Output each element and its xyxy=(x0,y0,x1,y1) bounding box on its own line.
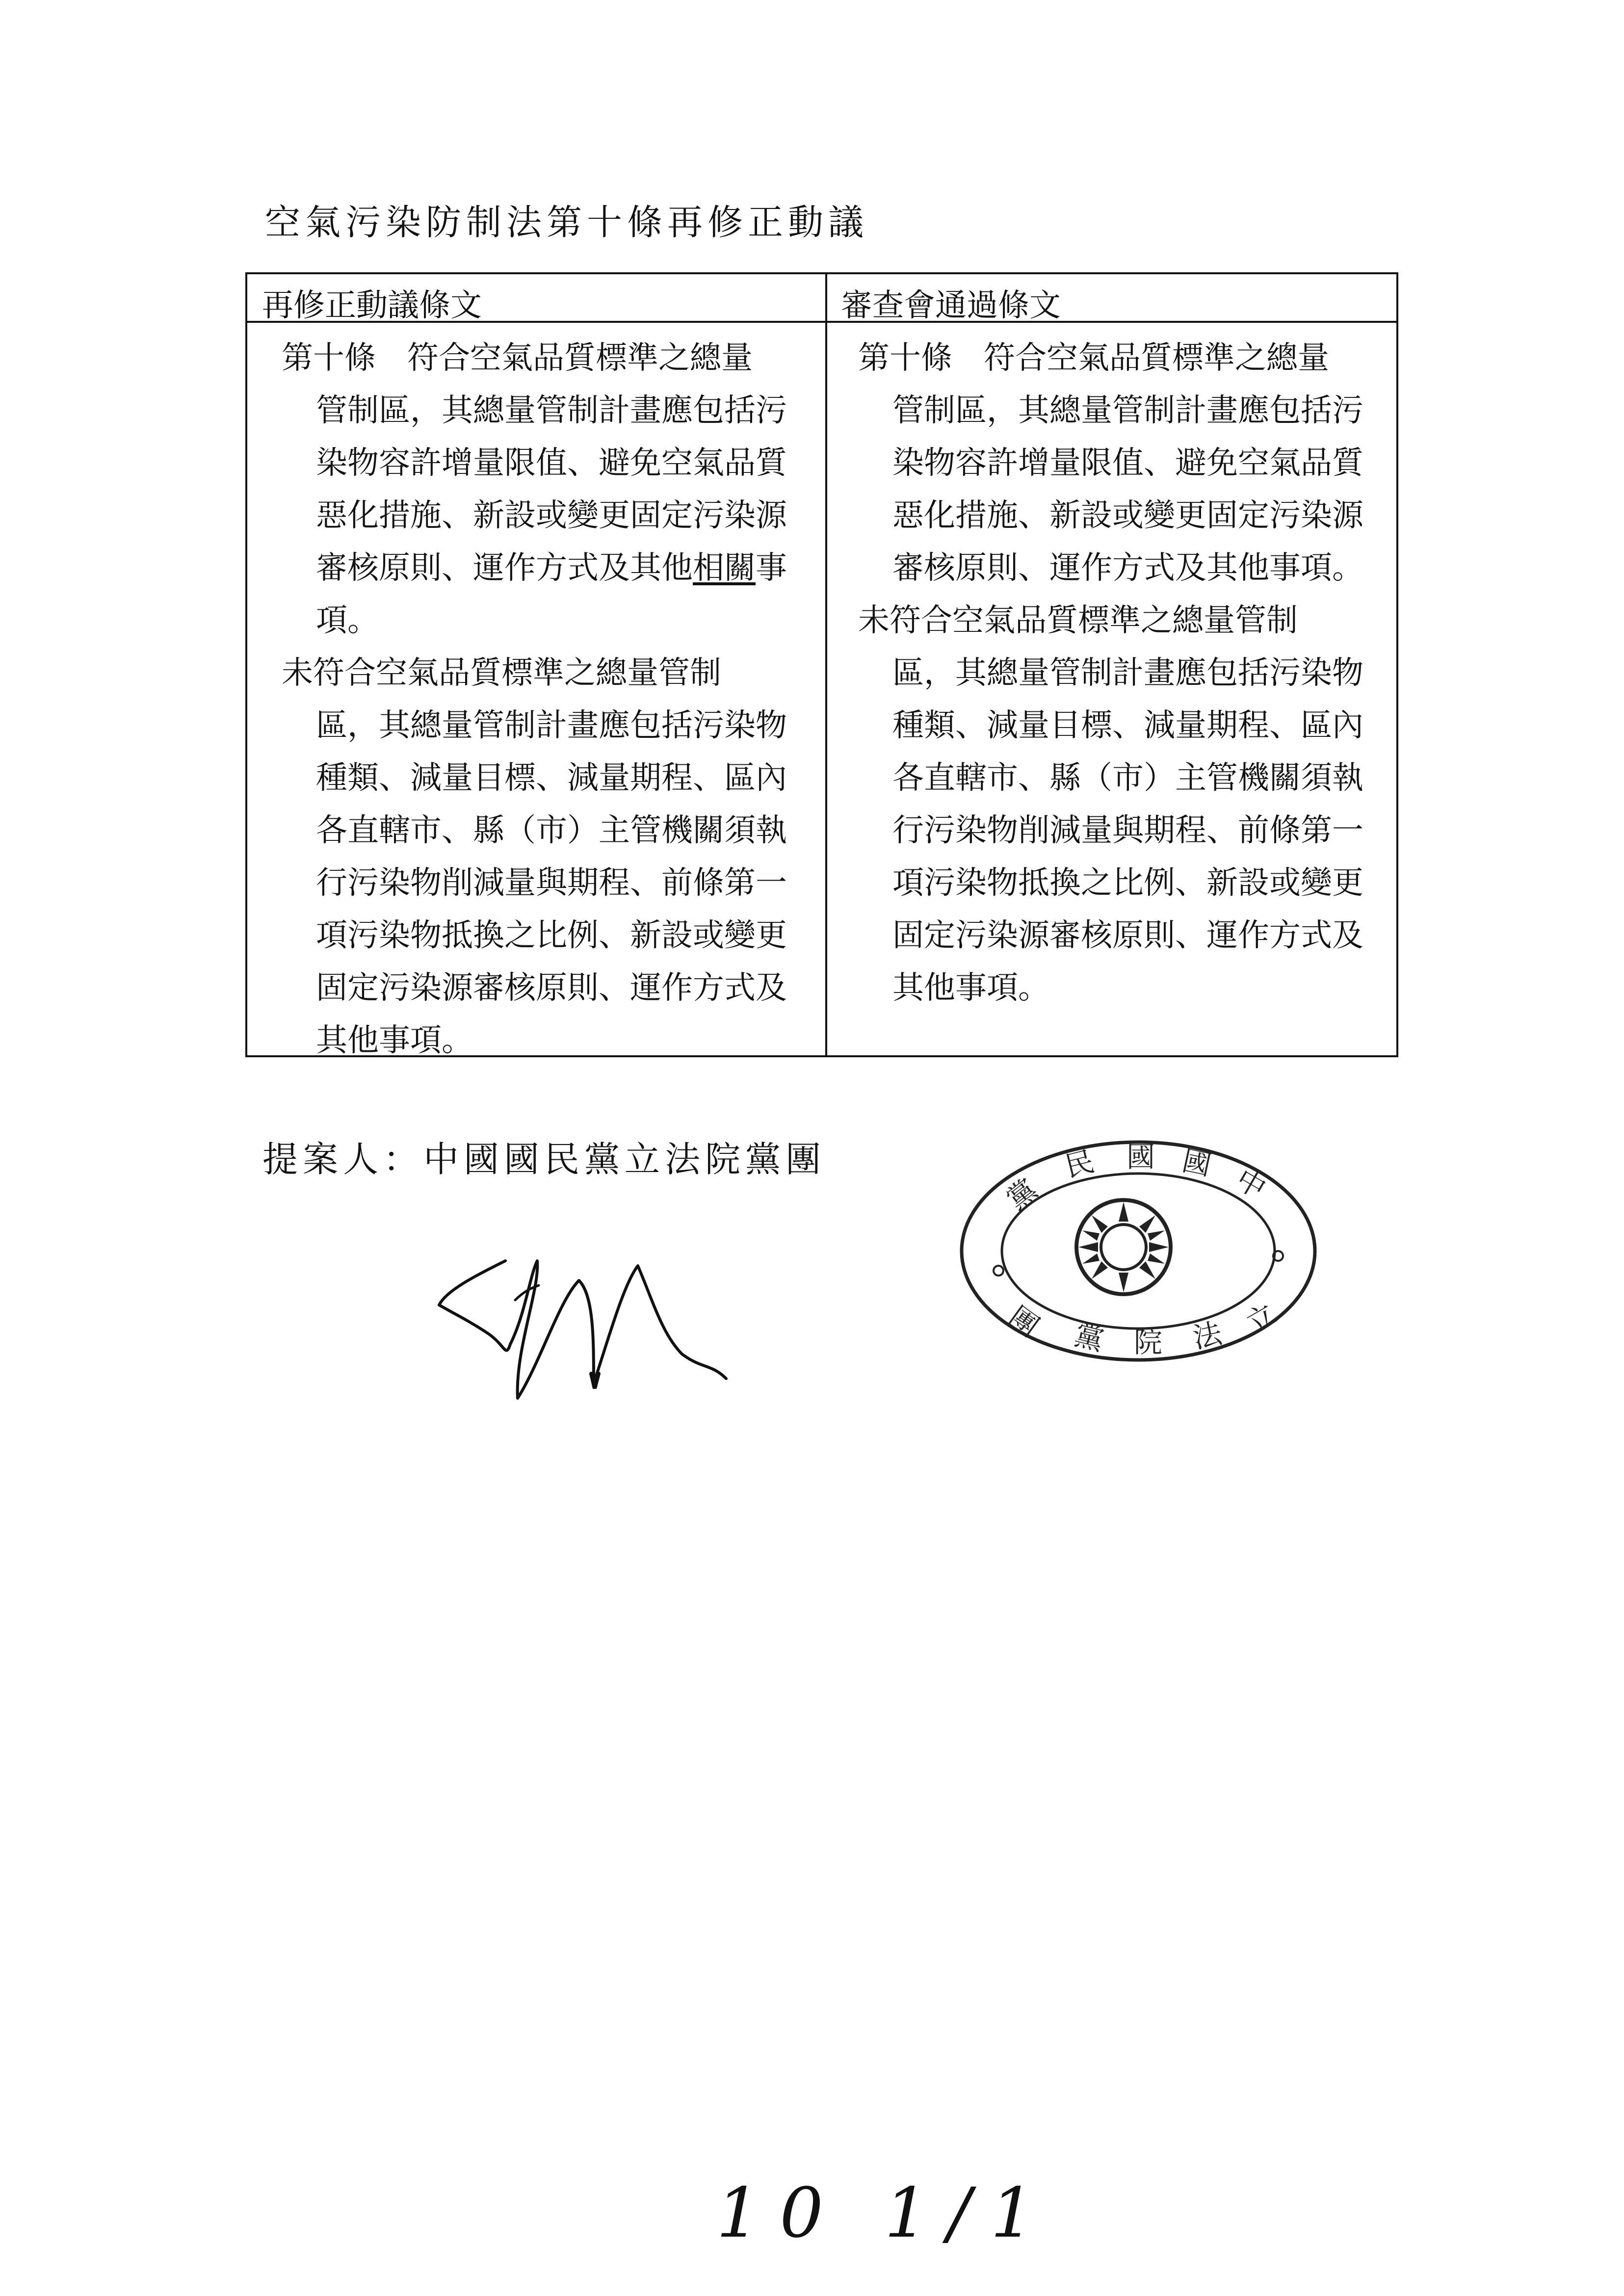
left-line: 惡化措施、新設或變更固定污染源 xyxy=(316,497,787,534)
left-line-suffix: 事 xyxy=(756,550,787,586)
seal-char: 中 xyxy=(1230,1162,1272,1205)
document-title: 空氣污染防制法第十條再修正動議 xyxy=(265,202,869,243)
seal-char: 法 xyxy=(1190,1316,1225,1355)
right-line: 管制區，其總量管制計畫應包括污 xyxy=(892,392,1363,429)
left-line: 種類、減量目標、減量期程、區內 xyxy=(316,760,787,796)
seal-char: 院 xyxy=(1133,1326,1163,1359)
seal-char: 國 xyxy=(1126,1140,1155,1174)
left-line: 固定污染源審核原則、運作方式及 xyxy=(316,970,787,1006)
seal-char: 民 xyxy=(1061,1144,1098,1184)
left-line: 項污染物抵換之比例、新設或變更 xyxy=(316,917,787,954)
right-line: 項污染物抵換之比例、新設或變更 xyxy=(892,865,1363,901)
left-line: 染物容許增量限值、避免空氣品質 xyxy=(316,445,787,481)
right-line: 第十條 符合空氣品質標準之總量 xyxy=(858,340,1329,376)
seal-char: 立 xyxy=(1240,1297,1282,1340)
right-line: 各直轄市、縣（市）主管機關須執 xyxy=(892,760,1363,796)
right-line: 行污染物削減量與期程、前條第一 xyxy=(892,812,1363,849)
right-line: 區，其總量管制計畫應包括污染物 xyxy=(892,655,1363,691)
right-line: 其他事項。 xyxy=(892,970,1049,1006)
right-line: 種類、減量目標、減量期程、區內 xyxy=(892,707,1363,744)
left-column-text xyxy=(282,332,812,1067)
seal-char: 國 xyxy=(1179,1144,1214,1182)
left-line: 管制區，其總量管制計畫應包括污 xyxy=(316,392,787,429)
seal-char: 黨 xyxy=(1000,1172,1044,1216)
proposer-line: 提案人：中國國民黨立法院黨團 xyxy=(262,1139,826,1180)
left-line: 行污染物削減量與期程、前條第一 xyxy=(316,865,787,901)
right-column-text xyxy=(858,332,1388,1015)
right-line: 惡化措施、新設或變更固定污染源 xyxy=(892,497,1363,534)
left-line: 項。 xyxy=(316,602,379,639)
left-line: 區，其總量管制計畫應包括污染物 xyxy=(316,707,787,744)
seal-char: 團 xyxy=(1002,1300,1046,1344)
right-line: 固定污染源審核原則、運作方式及 xyxy=(892,917,1363,954)
party-seal xyxy=(952,1133,1325,1369)
column-divider xyxy=(825,274,827,1055)
left-column-header: 再修正動議條文 xyxy=(262,287,482,324)
seal-char: 黨 xyxy=(1071,1318,1107,1357)
right-line: 未符合空氣品質標準之總量管制 xyxy=(858,602,1298,639)
right-column-header: 審查會通過條文 xyxy=(841,287,1061,324)
underlined-amendment: 相關 xyxy=(693,550,756,586)
right-line: 審核原則、運作方式及其他事項。 xyxy=(892,550,1363,586)
left-line: 未符合空氣品質標準之總量管制 xyxy=(282,655,721,691)
left-line-prefix: 審核原則、運作方式及其他 xyxy=(316,550,693,586)
handwritten-signature xyxy=(427,1241,770,1447)
left-line: 第十條 符合空氣品質標準之總量 xyxy=(282,340,753,376)
left-line-with-underline xyxy=(282,542,812,595)
page-number: 10 1/1 xyxy=(716,2173,1054,2253)
left-line: 其他事項。 xyxy=(316,1022,473,1059)
comparison-table xyxy=(245,272,1398,1057)
left-line: 各直轄市、縣（市）主管機關須執 xyxy=(316,812,787,849)
right-line: 染物容許增量限值、避免空氣品質 xyxy=(892,445,1363,481)
